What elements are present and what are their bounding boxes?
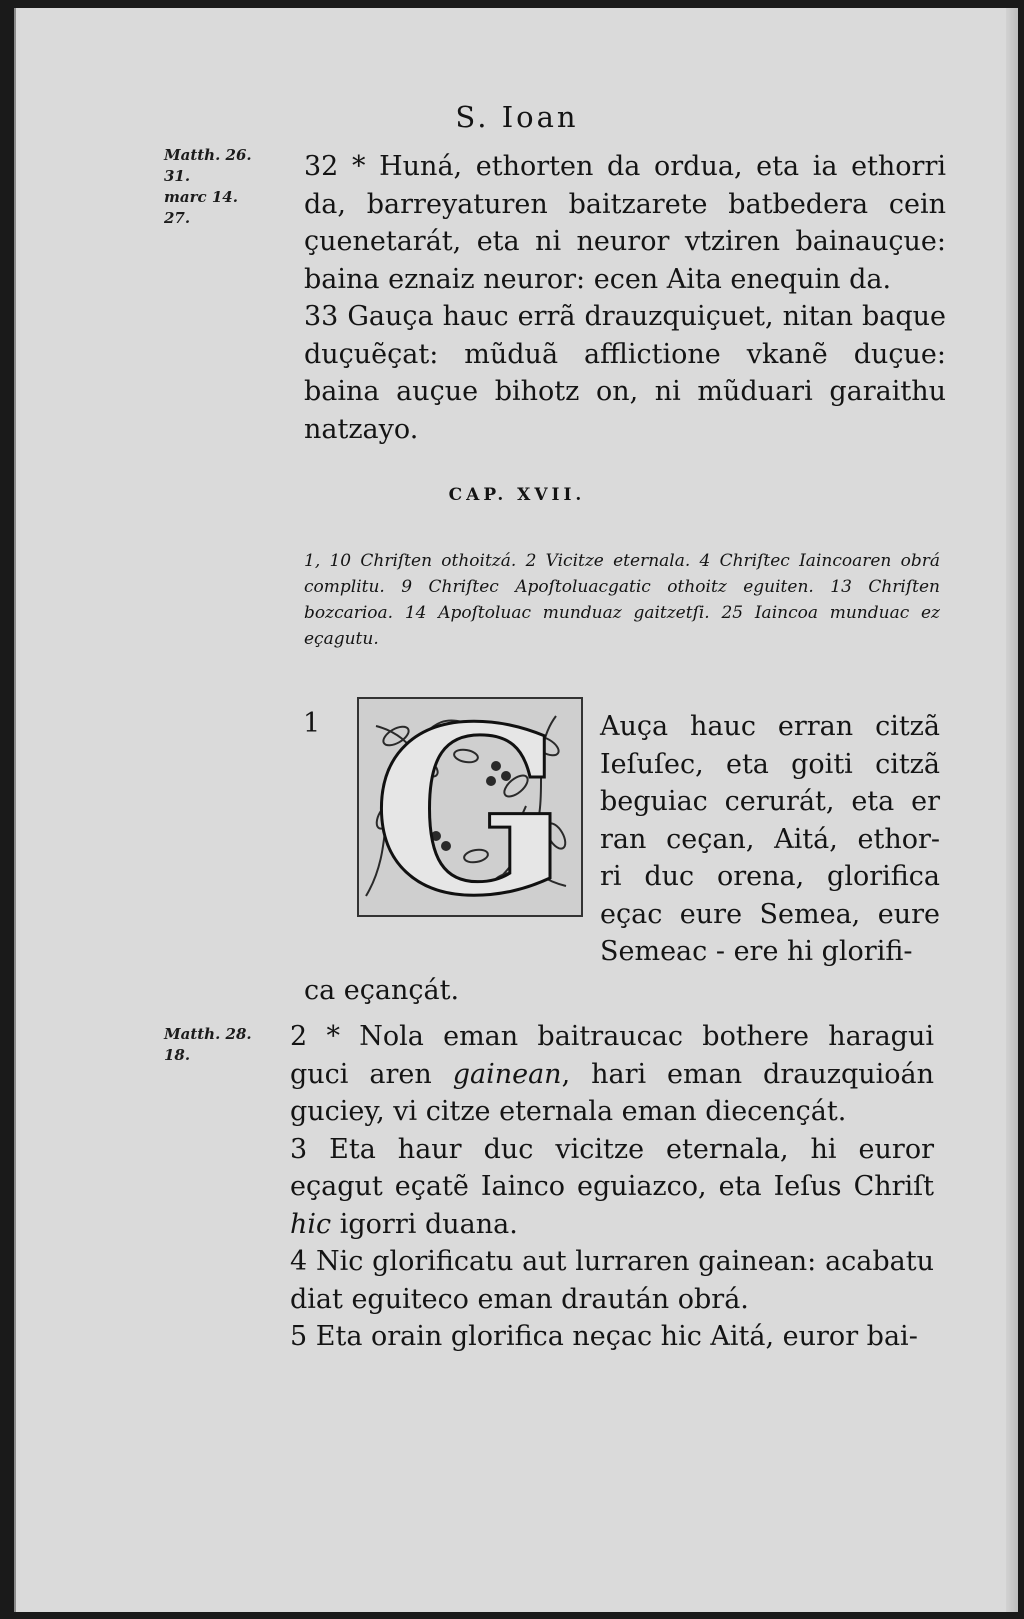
verse-1-text [600, 708, 940, 971]
chapter-summary: 1, 10 Chriſten othoitzá. 2 Vicitze eternala. 4 Chriſtec Iaincoaren obrá complitu. 9 Chriſtec Apoſtoluacgatic othoitz eguiten. 13 Chriſten bozcarioa. 14 Apoſtoluac munduaz gaitzetſi. 25 Iaincoa munduac ez eçagutu. [304, 551, 940, 649]
verse-3-italic: hic [290, 1208, 332, 1240]
page-edge [1006, 8, 1018, 1612]
verse-3-text: 3 Eta haur duc vicitze eternala, hi euror eçagut eçatẽ Iainco eguiazco, eta Ieſus Chriſt [290, 1133, 934, 1202]
verse-1-line: beguiac cerurát, eta er [600, 786, 940, 817]
running-head: S. Ioan [455, 100, 579, 134]
verse-2-text: 2 * Nola eman baitraucac bothere haragui guci aren [290, 1021, 934, 1090]
verse-2 [290, 1018, 934, 1131]
verse-1-line: ran ceçan, Aitá, ethor- [600, 823, 940, 855]
verse-1-tail: ca eçançát. [304, 975, 460, 1006]
initial-letter: G [371, 696, 569, 918]
verse-2-text-end: , hari eman drauzquioán guciey, vi citze eternala eman diecençát. [290, 1058, 934, 1127]
verses-top [304, 148, 946, 448]
verses-bottom [290, 1018, 934, 1356]
verse-32: 32 * Huná, ethorten da ordua, eta ia ethorri da, barreyaturen baitzarete batbedera cein çuenetarát, eta ni neuror vtziren bainauçue: baina eznaiz neuror: ecen Aita enequin da. [304, 151, 946, 295]
chapter-heading: CAP. XVII. [448, 485, 586, 505]
verse-1-line: Auça hauc erran citzã [600, 711, 940, 742]
verse-3 [290, 1131, 934, 1244]
verse-1-line: eçac eure Semea, eure [600, 898, 940, 930]
margin-reference-bottom: Matth. 28. 18. [164, 1025, 252, 1064]
verse-33: 33 Gauça hauc errã drauzquiçuet, nitan baque duçuẽçat: mũduã afflictione vkanẽ duçue: baina auçue bihotz on, ni mũduari garaithu natzayo. [304, 301, 946, 445]
book-page [14, 8, 1018, 1612]
verse-3-text-end: igorri duana. [331, 1208, 518, 1240]
verse-5: 5 Eta orain glorifica neçac hic Aitá, euror bai- [290, 1321, 918, 1352]
margin-reference-top: Matth. 26. 31. marc 14. 27. [164, 146, 252, 227]
verse-1-line: Semeac - ere hi glorifi- [600, 936, 913, 967]
verse-1-line: ri duc orena, glorifica [600, 861, 940, 892]
decorated-initial [356, 696, 584, 918]
verse-1-line: Ieſuſec, eta goiti citzã [600, 748, 940, 780]
verse-1-number: 1 [303, 708, 321, 739]
verse-2-italic: gainean [452, 1058, 562, 1090]
verse-4: 4 Nic glorificatu aut lurraren gainean: acabatu diat eguiteco eman draután obrá. [290, 1246, 934, 1315]
